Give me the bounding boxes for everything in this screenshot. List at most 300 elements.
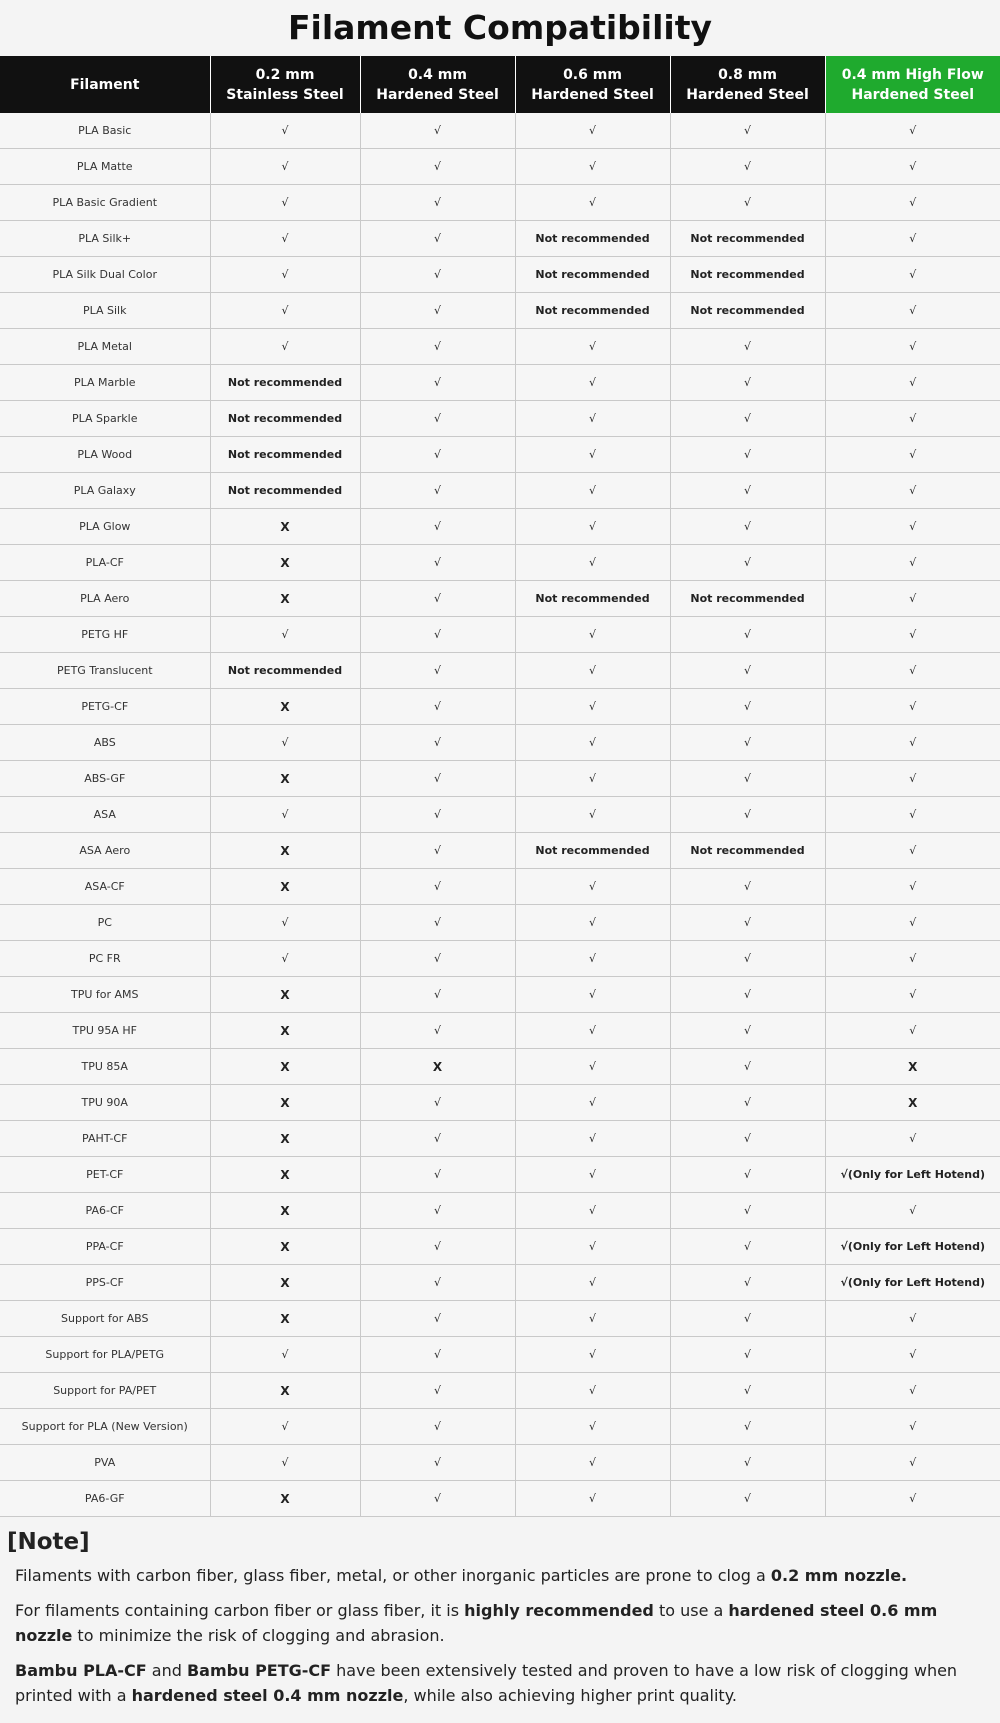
compat-cell: X	[210, 977, 360, 1013]
compat-cell: X	[210, 869, 360, 905]
compat-cell: √	[360, 1409, 515, 1445]
table-row	[0, 905, 1000, 941]
compat-cell: √	[515, 761, 670, 797]
compat-cell: √	[515, 1337, 670, 1373]
compat-cell: √	[210, 185, 360, 221]
compat-cell: √	[210, 725, 360, 761]
compat-cell: √	[670, 1121, 825, 1157]
compat-cell: √	[825, 221, 1000, 257]
compat-cell: √	[360, 1121, 515, 1157]
compat-cell: √	[670, 653, 825, 689]
compat-cell: √	[670, 473, 825, 509]
compat-cell: √	[670, 725, 825, 761]
compat-cell: X	[210, 1157, 360, 1193]
note-paragraph	[15, 1563, 985, 1588]
compat-cell: √	[515, 329, 670, 365]
compat-cell: √	[670, 1013, 825, 1049]
table-row	[0, 725, 1000, 761]
header-nozzle-08-hardened: 0.8 mm Hardened Steel	[670, 56, 825, 113]
compat-cell: √	[825, 761, 1000, 797]
table-row	[0, 1049, 1000, 1085]
filament-name: PET-CF	[0, 1157, 210, 1193]
compat-cell: √	[825, 653, 1000, 689]
compat-cell: √	[360, 545, 515, 581]
notes-section	[0, 1517, 1000, 1708]
compat-cell: √	[670, 689, 825, 725]
table-row	[0, 653, 1000, 689]
table-row	[0, 689, 1000, 725]
filament-name: PPS-CF	[0, 1265, 210, 1301]
compat-cell: Not recommended	[670, 293, 825, 329]
table-row	[0, 365, 1000, 401]
filament-name: PLA Glow	[0, 509, 210, 545]
compatibility-table	[0, 56, 1000, 1517]
compat-cell: √	[670, 1409, 825, 1445]
filament-name: PC	[0, 905, 210, 941]
header-nozzle-02-stainless: 0.2 mm Stainless Steel	[210, 56, 360, 113]
compat-cell: Not recommended	[515, 257, 670, 293]
table-body	[0, 113, 1000, 1517]
compat-cell: Not recommended	[515, 581, 670, 617]
compat-cell: √	[210, 113, 360, 149]
compat-cell: √	[825, 1193, 1000, 1229]
compat-cell: √	[515, 149, 670, 185]
compat-cell: √	[515, 1229, 670, 1265]
table-row	[0, 185, 1000, 221]
compat-cell: √	[670, 869, 825, 905]
header-filament: Filament	[0, 56, 210, 113]
compat-cell: √	[670, 1301, 825, 1337]
filament-name: PETG HF	[0, 617, 210, 653]
compat-cell: √	[515, 185, 670, 221]
compat-cell: √	[515, 1481, 670, 1517]
table-row	[0, 797, 1000, 833]
compat-cell: √	[515, 1265, 670, 1301]
table-row	[0, 1265, 1000, 1301]
compat-cell: X	[210, 833, 360, 869]
note-text: to use a	[653, 1601, 729, 1620]
compat-cell: √	[360, 329, 515, 365]
compat-cell: √	[825, 689, 1000, 725]
compat-cell: √	[670, 941, 825, 977]
compat-cell: √	[515, 1157, 670, 1193]
compat-cell: √	[210, 149, 360, 185]
compat-cell: √	[210, 257, 360, 293]
compat-cell: √	[360, 509, 515, 545]
compat-cell: √	[210, 1445, 360, 1481]
table-row	[0, 1121, 1000, 1157]
compat-cell: √	[825, 1373, 1000, 1409]
compat-cell: √	[210, 617, 360, 653]
filament-name: Support for PLA/PETG	[0, 1337, 210, 1373]
compat-cell: X	[210, 1373, 360, 1409]
compat-cell: √	[670, 1337, 825, 1373]
note-text: Filaments with carbon fiber, glass fiber, metal, or other inorganic particles are prone to clog a	[15, 1566, 771, 1585]
compat-cell: √	[825, 437, 1000, 473]
compat-cell: Not recommended	[210, 365, 360, 401]
compat-cell: √	[360, 1013, 515, 1049]
compat-cell: √	[360, 725, 515, 761]
compat-cell: X	[825, 1049, 1000, 1085]
compat-cell: X	[210, 1481, 360, 1517]
compat-cell: X	[210, 761, 360, 797]
compat-cell: √	[210, 1337, 360, 1373]
table-row	[0, 1445, 1000, 1481]
compat-cell: √	[210, 905, 360, 941]
compat-cell: Not recommended	[670, 581, 825, 617]
header-nozzle-04-hardened: 0.4 mm Hardened Steel	[360, 56, 515, 113]
compat-cell: √	[825, 473, 1000, 509]
compat-cell: √	[825, 329, 1000, 365]
table-row	[0, 761, 1000, 797]
compat-cell: √	[825, 725, 1000, 761]
compat-cell: X	[210, 1193, 360, 1229]
table-row	[0, 1301, 1000, 1337]
filament-name: Support for ABS	[0, 1301, 210, 1337]
compat-cell: √	[515, 905, 670, 941]
filament-name: TPU 90A	[0, 1085, 210, 1121]
compat-cell: √	[360, 869, 515, 905]
compat-cell: √	[360, 581, 515, 617]
compat-cell: Not recommended	[515, 833, 670, 869]
compat-cell: √	[515, 977, 670, 1013]
compat-cell: √	[825, 581, 1000, 617]
filament-name: PLA Basic Gradient	[0, 185, 210, 221]
compat-cell: √	[825, 545, 1000, 581]
compat-cell: √	[825, 977, 1000, 1013]
filament-name: PLA Aero	[0, 581, 210, 617]
compat-cell: √	[825, 185, 1000, 221]
compat-cell: √	[515, 1301, 670, 1337]
table-row	[0, 1409, 1000, 1445]
page-title: Filament Compatibility	[287, 8, 713, 47]
compat-cell: √	[360, 1157, 515, 1193]
filament-name: PLA Marble	[0, 365, 210, 401]
compat-cell: √	[670, 797, 825, 833]
compat-cell: √	[210, 941, 360, 977]
compat-cell: √	[360, 1481, 515, 1517]
filament-name: Support for PLA (New Version)	[0, 1409, 210, 1445]
compat-cell: √	[825, 1337, 1000, 1373]
compat-cell: Not recommended	[210, 401, 360, 437]
table-row	[0, 1013, 1000, 1049]
compat-cell: √	[825, 797, 1000, 833]
compat-cell: √	[360, 977, 515, 1013]
filament-name: PLA-CF	[0, 545, 210, 581]
compat-cell: X	[210, 581, 360, 617]
compat-cell: √	[825, 113, 1000, 149]
compat-cell: √	[360, 473, 515, 509]
compat-cell: Not recommended	[670, 833, 825, 869]
compat-cell: √	[515, 401, 670, 437]
compat-cell: √	[670, 1193, 825, 1229]
compat-cell: X	[210, 1085, 360, 1121]
compat-cell: Not recommended	[515, 293, 670, 329]
compat-cell: √	[670, 509, 825, 545]
compat-cell: √	[825, 401, 1000, 437]
note-emphasis: Bambu PLA-CF	[15, 1661, 147, 1680]
compat-cell: √	[670, 437, 825, 473]
table-row	[0, 113, 1000, 149]
filament-name: PETG Translucent	[0, 653, 210, 689]
compat-cell: X	[210, 1121, 360, 1157]
table-row	[0, 257, 1000, 293]
compat-cell: √	[360, 1301, 515, 1337]
compat-cell: Not recommended	[670, 257, 825, 293]
compat-cell: X	[210, 1229, 360, 1265]
note-paragraph	[15, 1598, 985, 1648]
compat-cell: X	[210, 545, 360, 581]
compat-cell: √	[515, 725, 670, 761]
compat-cell: √	[360, 761, 515, 797]
table-row	[0, 221, 1000, 257]
filament-name: PC FR	[0, 941, 210, 977]
table-row	[0, 509, 1000, 545]
compat-cell: √	[360, 257, 515, 293]
compat-cell: √	[360, 653, 515, 689]
compat-cell: √	[515, 1121, 670, 1157]
compat-cell: √	[515, 1193, 670, 1229]
compat-cell: √	[670, 365, 825, 401]
note-paragraphs	[15, 1563, 985, 1708]
compat-cell: √	[825, 257, 1000, 293]
note-text: For filaments containing carbon fiber or glass fiber, it is	[15, 1601, 465, 1620]
compat-cell: √	[360, 365, 515, 401]
compat-cell: √	[360, 1085, 515, 1121]
compat-cell: √	[360, 113, 515, 149]
compat-cell: √	[670, 329, 825, 365]
filament-name: Support for PA/PET	[0, 1373, 210, 1409]
note-emphasis: highly recommended	[464, 1601, 654, 1620]
compat-cell: √	[825, 1445, 1000, 1481]
table-row	[0, 329, 1000, 365]
compat-cell: √	[670, 1229, 825, 1265]
compat-cell: √	[515, 1445, 670, 1481]
compat-cell: √	[670, 185, 825, 221]
filament-name: PLA Silk	[0, 293, 210, 329]
compat-cell: √	[825, 941, 1000, 977]
compat-cell: √	[210, 221, 360, 257]
compat-cell: √	[670, 113, 825, 149]
compat-cell: Not recommended	[670, 221, 825, 257]
table-row	[0, 149, 1000, 185]
filament-name: TPU 85A	[0, 1049, 210, 1085]
compat-cell: √	[515, 869, 670, 905]
compat-cell: √	[515, 1085, 670, 1121]
table-row	[0, 941, 1000, 977]
compat-cell: √	[360, 1265, 515, 1301]
compat-cell: √	[670, 1049, 825, 1085]
compat-cell: √	[360, 185, 515, 221]
filament-name: PLA Wood	[0, 437, 210, 473]
filament-name: PLA Metal	[0, 329, 210, 365]
compat-cell: Not recommended	[210, 653, 360, 689]
table-row	[0, 869, 1000, 905]
compat-cell: √	[210, 329, 360, 365]
compat-cell: √	[515, 437, 670, 473]
compat-cell: X	[210, 1013, 360, 1049]
table-row	[0, 473, 1000, 509]
compat-cell: X	[360, 1049, 515, 1085]
compat-cell: √	[360, 401, 515, 437]
compat-cell: √	[360, 905, 515, 941]
compat-cell: √	[360, 1445, 515, 1481]
compat-cell: √	[210, 293, 360, 329]
table-row	[0, 1157, 1000, 1193]
note-text: to minimize the risk of clogging and abrasion.	[72, 1626, 445, 1645]
compat-cell: √	[360, 1193, 515, 1229]
table-row	[0, 617, 1000, 653]
compat-cell: √	[670, 149, 825, 185]
filament-name: PA6-CF	[0, 1193, 210, 1229]
note-emphasis: 0.2 mm nozzle.	[770, 1566, 908, 1585]
filament-name: PLA Silk Dual Color	[0, 257, 210, 293]
compat-cell: Not recommended	[515, 221, 670, 257]
filament-name: PLA Matte	[0, 149, 210, 185]
compat-cell: √	[360, 293, 515, 329]
compat-cell: √	[360, 797, 515, 833]
compat-cell: √	[515, 797, 670, 833]
table-row	[0, 833, 1000, 869]
filament-name: ABS	[0, 725, 210, 761]
filament-name: TPU for AMS	[0, 977, 210, 1013]
compat-cell: √	[515, 113, 670, 149]
compat-cell: √	[670, 905, 825, 941]
compat-cell: √	[360, 617, 515, 653]
note-heading: [Note]	[7, 1529, 90, 1555]
compat-cell: √	[360, 833, 515, 869]
table-row	[0, 1481, 1000, 1517]
compat-cell: √	[515, 365, 670, 401]
table-row	[0, 1085, 1000, 1121]
filament-name: TPU 95A HF	[0, 1013, 210, 1049]
compat-cell: X	[210, 1049, 360, 1085]
table-row	[0, 581, 1000, 617]
compat-cell: √	[515, 689, 670, 725]
compat-cell: X	[210, 1301, 360, 1337]
compat-cell: √	[825, 1409, 1000, 1445]
note-emphasis: Bambu PETG-CF	[186, 1661, 332, 1680]
compat-cell: X	[210, 689, 360, 725]
compat-cell: √	[825, 869, 1000, 905]
compat-cell: √	[670, 1157, 825, 1193]
table-header-row	[0, 56, 1000, 113]
filament-name: ASA	[0, 797, 210, 833]
compat-cell: √	[515, 653, 670, 689]
compat-cell: √	[825, 905, 1000, 941]
table-row	[0, 401, 1000, 437]
filament-name: PLA Basic	[0, 113, 210, 149]
compat-cell: √	[825, 509, 1000, 545]
compat-cell: √	[515, 617, 670, 653]
filament-name: PLA Galaxy	[0, 473, 210, 509]
filament-name: ASA Aero	[0, 833, 210, 869]
compat-cell: X	[210, 1265, 360, 1301]
filament-name: PLA Sparkle	[0, 401, 210, 437]
compat-cell: X	[210, 509, 360, 545]
filament-name: ASA-CF	[0, 869, 210, 905]
compat-cell: √(Only for Left Hotend)	[825, 1229, 1000, 1265]
note-text: , while also achieving higher print quality.	[403, 1686, 737, 1705]
compat-cell: √	[360, 1337, 515, 1373]
compat-cell: √	[360, 1373, 515, 1409]
compat-cell: √	[670, 617, 825, 653]
table-row	[0, 545, 1000, 581]
note-emphasis: hardened steel 0.6 mm nozzle	[15, 1601, 938, 1645]
compat-cell: √	[825, 617, 1000, 653]
filament-name: PAHT-CF	[0, 1121, 210, 1157]
compat-cell: √	[360, 221, 515, 257]
filament-name: PPA-CF	[0, 1229, 210, 1265]
compat-cell: √	[360, 941, 515, 977]
table-row	[0, 437, 1000, 473]
compat-cell: √	[515, 473, 670, 509]
compat-cell: √	[515, 545, 670, 581]
filament-name: PETG-CF	[0, 689, 210, 725]
compat-cell: √	[360, 1229, 515, 1265]
note-text: have been extensively tested and proven to have a low risk of clogging when printed with a	[15, 1661, 958, 1705]
compat-cell: √	[210, 1409, 360, 1445]
compat-cell: √	[515, 509, 670, 545]
compat-cell: √	[825, 1121, 1000, 1157]
table-row	[0, 1229, 1000, 1265]
table-row	[0, 1373, 1000, 1409]
compat-cell: √	[670, 1085, 825, 1121]
compat-cell: √	[670, 1481, 825, 1517]
compat-cell: Not recommended	[210, 473, 360, 509]
compat-cell: √	[670, 977, 825, 1013]
table-row	[0, 1193, 1000, 1229]
table-row	[0, 977, 1000, 1013]
compat-cell: √	[515, 1409, 670, 1445]
compat-cell: √	[360, 149, 515, 185]
compat-cell: √	[670, 1373, 825, 1409]
compat-cell: √	[825, 1481, 1000, 1517]
compat-cell: √	[360, 689, 515, 725]
compat-cell: √	[210, 797, 360, 833]
compat-cell: √	[670, 1265, 825, 1301]
compat-cell: √	[515, 1049, 670, 1085]
header-nozzle-06-hardened: 0.6 mm Hardened Steel	[515, 56, 670, 113]
table-row	[0, 1337, 1000, 1373]
note-text: and	[146, 1661, 187, 1680]
note-emphasis: hardened steel 0.4 mm nozzle	[131, 1686, 404, 1705]
compat-cell: √	[360, 437, 515, 473]
compat-cell: √	[515, 941, 670, 977]
note-paragraph	[15, 1658, 985, 1708]
compat-cell: √	[515, 1373, 670, 1409]
compat-cell: √	[825, 365, 1000, 401]
compat-cell: √	[825, 1301, 1000, 1337]
compat-cell: √	[825, 833, 1000, 869]
compat-cell: √	[670, 1445, 825, 1481]
compat-cell: √	[670, 761, 825, 797]
filament-name: ABS-GF	[0, 761, 210, 797]
compat-cell: √	[670, 545, 825, 581]
compat-cell: Not recommended	[210, 437, 360, 473]
compat-cell: √	[515, 1013, 670, 1049]
filament-name: PLA Silk+	[0, 221, 210, 257]
compat-cell: √	[825, 149, 1000, 185]
header-nozzle-04-high-flow: 0.4 mm High Flow Hardened Steel	[825, 56, 1000, 113]
compat-cell: √	[825, 293, 1000, 329]
compat-cell: √(Only for Left Hotend)	[825, 1157, 1000, 1193]
compat-cell: √	[670, 401, 825, 437]
filament-name: PA6-GF	[0, 1481, 210, 1517]
compat-cell: X	[825, 1085, 1000, 1121]
table-row	[0, 293, 1000, 329]
filament-name: PVA	[0, 1445, 210, 1481]
